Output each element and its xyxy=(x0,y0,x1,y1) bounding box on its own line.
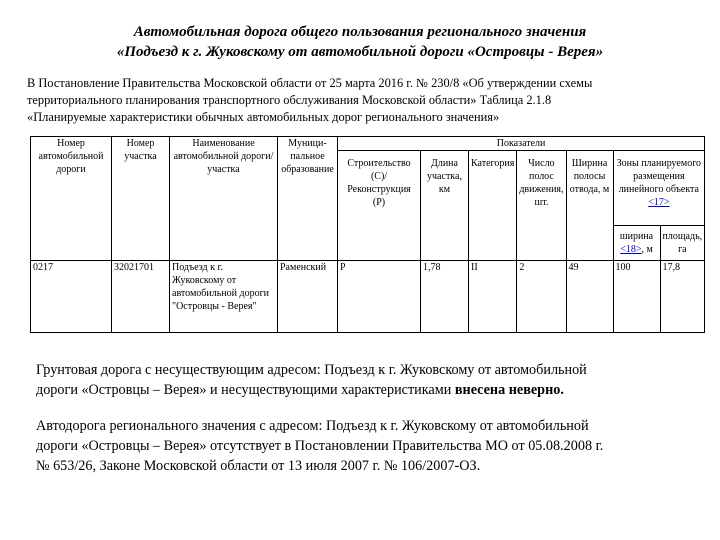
title-line-1: Автомобильная дорога общего пользования регионального значения xyxy=(133,24,587,40)
paragraph-line: дороги «Островцы – Верея» отсутствует в Постановлении Правительства МО от 05.08.2008 г. xyxy=(36,438,604,454)
road-characteristics-table xyxy=(30,136,705,333)
header-section-number: Номер участка xyxy=(112,137,170,261)
header-zones-label: Зоны планируемого размещения линейного объекта xyxy=(616,158,702,195)
paragraph-line: Грунтовая дорога с несуществующим адресом: Подъезд к г. Жуковскому от автомобильной xyxy=(36,362,587,378)
cell-zone-width: 100 xyxy=(613,261,660,333)
header-road-name: Наименование автомобильной дороги/участка xyxy=(170,137,278,261)
footnote-18-link[interactable]: <18> xyxy=(620,244,642,255)
header-municipality: Муници- пальное образование xyxy=(278,137,338,261)
header-right-of-way-width: Ширина полосы отвода, м xyxy=(566,151,613,261)
cell-road-name: Подъезд к г. Жуковскому от автомобильной дороги "Островцы - Верея" xyxy=(170,261,278,333)
cell-zone-area: 17,8 xyxy=(660,261,705,333)
intro-line: территориального планирования транспортного обслуживания Московской области» Таблица 2.1.8 xyxy=(27,93,552,107)
cell-category: II xyxy=(469,261,517,333)
paragraph-line: дороги «Островцы – Верея» и несуществующими характеристиками внесена неверно. xyxy=(36,382,564,398)
paragraph-missing-entry xyxy=(36,416,696,476)
header-zone-width-label: ширина xyxy=(619,231,654,242)
cell-municipality: Раменский xyxy=(278,261,338,333)
paragraph-line: № 653/26, Законе Московской области от 13 июля 2007 г. № 106/2007-ОЗ. xyxy=(36,458,481,474)
cell-road-number: 0217 xyxy=(31,261,112,333)
title-line-2: «Подъезд к г. Жуковскому от автомобильной дороги «Островцы - Верея» xyxy=(116,44,604,60)
header-zone-width xyxy=(613,226,660,261)
header-zones xyxy=(613,151,705,226)
cell-lanes: 2 xyxy=(517,261,566,333)
header-construction: Строительство (С)/Реконструкция (Р) xyxy=(338,151,421,261)
paragraph-line: Автодорога регионального значения с адресом: Подъезд к г. Жуковскому от автомобильной xyxy=(36,418,589,434)
header-road-number: Номер автомобильной дороги xyxy=(31,137,112,261)
cell-length: 1,78 xyxy=(421,261,469,333)
header-zone-width-unit: , м xyxy=(641,244,653,255)
header-indicators: Показатели xyxy=(338,137,705,151)
emphasis-text: внесена неверно. xyxy=(454,382,564,398)
cell-construction: Р xyxy=(338,261,421,333)
intro-line: «Планируемые характеристики обычных автомобильных дорог регионального значения» xyxy=(27,110,500,124)
footnote-17-link[interactable]: <17> xyxy=(648,197,670,208)
header-lanes: Число полос движения, шт. xyxy=(517,151,566,261)
intro-line: В Постановление Правительства Московской области от 25 марта 2016 г. № 230/8 «Об утверждении схемы xyxy=(27,76,593,90)
intro-text xyxy=(27,75,693,126)
header-category: Категория xyxy=(469,151,517,261)
header-zone-area: площадь, га xyxy=(660,226,705,261)
cell-right-of-way-width: 49 xyxy=(566,261,613,333)
paragraph-incorrect-entry xyxy=(36,360,696,400)
cell-section-number: 32021701 xyxy=(112,261,170,333)
header-length: Длина участка, км xyxy=(421,151,469,261)
